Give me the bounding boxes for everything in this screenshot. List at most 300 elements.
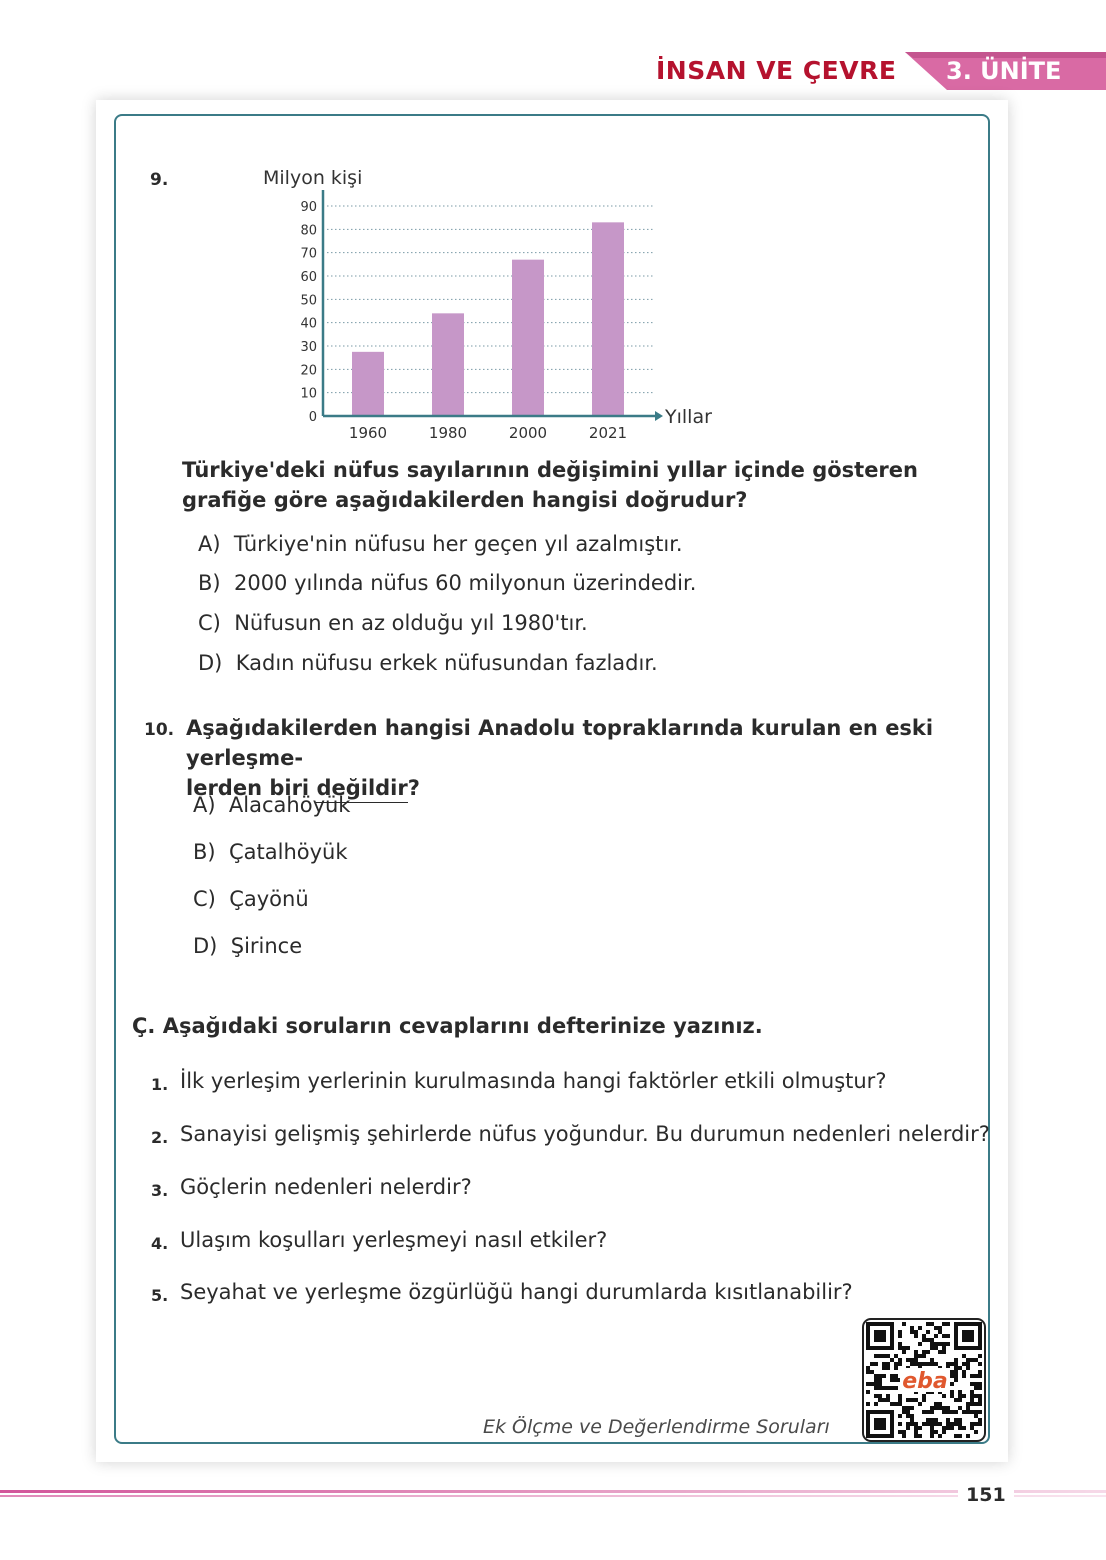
qr-module xyxy=(906,1358,910,1362)
bar-1980 xyxy=(432,313,464,416)
qr-module xyxy=(898,1342,902,1346)
qr-module xyxy=(974,1394,978,1398)
qr-module xyxy=(958,1394,962,1398)
footer-stripe xyxy=(0,1489,1106,1501)
qr-module xyxy=(970,1374,974,1378)
qr-module xyxy=(918,1354,922,1358)
qr-module xyxy=(886,1386,890,1390)
y-tick-label: 30 xyxy=(300,340,317,355)
qr-module xyxy=(898,1414,902,1418)
qr-module xyxy=(922,1354,926,1358)
x-tick-label: 2021 xyxy=(588,424,628,442)
qr-module xyxy=(962,1354,966,1358)
qr-module xyxy=(914,1362,918,1366)
qr-module xyxy=(898,1346,902,1350)
qr-module xyxy=(974,1402,978,1406)
qr-module xyxy=(926,1350,930,1354)
qr-module xyxy=(930,1418,934,1422)
qr-module xyxy=(906,1414,910,1418)
qr-module xyxy=(962,1410,966,1414)
q10-option-b[interactable] xyxy=(193,840,348,864)
qr-module xyxy=(958,1426,962,1430)
qr-module xyxy=(958,1418,962,1422)
qr-module xyxy=(894,1386,898,1390)
qr-module xyxy=(866,1382,870,1386)
y-tick-label: 10 xyxy=(300,386,317,402)
q10-question-end: ? xyxy=(407,776,420,800)
qr-module xyxy=(890,1374,894,1378)
q9-option-a-text: Türkiye'nin nüfusu her geçen yıl azalmıştır. xyxy=(233,532,683,556)
qr-module xyxy=(942,1346,946,1350)
qr-module xyxy=(958,1390,962,1394)
x-axis-arrow xyxy=(655,411,663,421)
qr-module xyxy=(918,1342,922,1346)
qr-module xyxy=(874,1394,878,1398)
open-question-1-text: İlk yerleşim yerlerinin kurulmasında hangi faktörler etkili olmuştur? xyxy=(180,1069,887,1093)
qr-module xyxy=(930,1338,934,1342)
q9-option-b[interactable] xyxy=(198,571,696,595)
y-tick-label: 70 xyxy=(300,246,317,262)
qr-module xyxy=(870,1370,874,1374)
qr-module xyxy=(946,1422,950,1426)
qr-module xyxy=(946,1334,950,1338)
qr-module xyxy=(902,1434,906,1438)
qr-module xyxy=(914,1334,918,1338)
open-question-1-number: 1. xyxy=(151,1075,169,1094)
qr-module xyxy=(870,1362,874,1366)
qr-module xyxy=(890,1402,894,1406)
bar-1960 xyxy=(352,352,384,416)
qr-module xyxy=(930,1358,934,1362)
qr-module xyxy=(926,1322,930,1326)
qr-module xyxy=(962,1426,966,1430)
qr-module xyxy=(914,1350,918,1354)
qr-module xyxy=(914,1330,918,1334)
open-question-5-number: 5. xyxy=(151,1286,169,1305)
q10-option-b-letter: B) xyxy=(193,840,216,864)
qr-module xyxy=(934,1346,938,1350)
population-bar-chart xyxy=(250,160,720,450)
qr-module xyxy=(978,1402,982,1406)
qr-module xyxy=(978,1354,982,1358)
y-tick-label: 40 xyxy=(300,316,317,332)
qr-module xyxy=(946,1418,950,1422)
qr-module xyxy=(890,1358,894,1362)
qr-module xyxy=(954,1374,958,1378)
q10-option-d[interactable] xyxy=(193,934,302,958)
qr-module xyxy=(970,1422,974,1426)
qr-module xyxy=(926,1422,930,1426)
qr-module xyxy=(974,1422,978,1426)
qr-module xyxy=(954,1398,958,1402)
qr-module xyxy=(894,1362,898,1366)
qr-module xyxy=(874,1378,878,1382)
x-axis-label: Yıllar xyxy=(665,406,712,428)
qr-module xyxy=(938,1350,942,1354)
qr-module xyxy=(978,1370,982,1374)
qr-module xyxy=(954,1410,958,1414)
qr-module xyxy=(970,1398,974,1402)
qr-module xyxy=(934,1422,938,1426)
qr-module xyxy=(970,1390,974,1394)
qr-module xyxy=(938,1342,942,1346)
qr-module xyxy=(966,1366,970,1370)
qr-code-icon[interactable] xyxy=(862,1318,986,1442)
qr-module xyxy=(870,1382,874,1386)
qr-module xyxy=(954,1370,958,1374)
qr-module xyxy=(954,1362,958,1366)
unit-number: 3. ÜNİTE xyxy=(946,57,1062,85)
qr-module xyxy=(930,1346,934,1350)
qr-module xyxy=(938,1422,942,1426)
qr-module xyxy=(890,1378,894,1382)
qr-module xyxy=(898,1394,902,1398)
qr-module xyxy=(962,1374,966,1378)
open-question-4-text: Ulaşım koşulları yerleşmeyi nasıl etkiler? xyxy=(180,1228,608,1252)
q9-option-c[interactable] xyxy=(198,611,588,635)
qr-module xyxy=(926,1338,930,1342)
qr-module xyxy=(918,1362,922,1366)
y-axis-label: Milyon kişi xyxy=(263,167,363,189)
extra-questions-label[interactable]: Ek Ölçme ve Değerlendirme Soruları xyxy=(483,1416,830,1438)
qr-module xyxy=(882,1398,886,1402)
qr-module xyxy=(978,1382,982,1386)
qr-module xyxy=(918,1426,922,1430)
qr-module xyxy=(910,1422,914,1426)
qr-module xyxy=(974,1414,978,1418)
qr-module xyxy=(882,1386,886,1390)
qr-module xyxy=(886,1398,890,1402)
qr-module xyxy=(878,1378,882,1382)
qr-module xyxy=(946,1410,950,1414)
open-question-3-number: 3. xyxy=(151,1181,169,1200)
qr-module xyxy=(958,1406,962,1410)
qr-module xyxy=(874,1382,878,1386)
qr-module xyxy=(938,1330,942,1334)
qr-module xyxy=(902,1410,906,1414)
qr-module xyxy=(974,1358,978,1362)
qr-module xyxy=(914,1354,918,1358)
qr-module xyxy=(922,1350,926,1354)
qr-module xyxy=(914,1426,918,1430)
qr-module xyxy=(894,1374,898,1378)
qr-module xyxy=(894,1354,898,1358)
qr-module xyxy=(898,1398,902,1402)
qr-module xyxy=(922,1410,926,1414)
qr-module xyxy=(866,1366,870,1370)
qr-module xyxy=(930,1322,934,1326)
qr-module xyxy=(970,1382,974,1386)
qr-module xyxy=(950,1422,954,1426)
qr-module xyxy=(950,1390,954,1394)
qr-module xyxy=(950,1410,954,1414)
qr-module xyxy=(914,1358,918,1362)
section-c-title: Ç. Aşağıdaki soruların cevaplarını defterinize yazınız. xyxy=(132,1014,763,1038)
q9-option-d-letter: D) xyxy=(198,651,223,675)
qr-module xyxy=(930,1406,934,1410)
qr-module xyxy=(922,1338,926,1342)
qr-module xyxy=(922,1422,926,1426)
qr-module xyxy=(978,1394,982,1398)
qr-module xyxy=(942,1342,946,1346)
qr-module xyxy=(906,1426,910,1430)
qr-finder-core xyxy=(874,1418,886,1430)
q10-option-d-text: Şirince xyxy=(230,934,303,958)
qr-module xyxy=(914,1434,918,1438)
qr-module xyxy=(962,1394,966,1398)
q9-option-c-letter: C) xyxy=(198,611,221,635)
x-tick-label: 1960 xyxy=(348,424,388,442)
qr-module xyxy=(978,1398,982,1402)
q10-option-c[interactable] xyxy=(193,887,309,911)
qr-module xyxy=(878,1394,882,1398)
qr-module xyxy=(894,1378,898,1382)
qr-module xyxy=(914,1398,918,1402)
qr-module xyxy=(886,1354,890,1358)
qr-module xyxy=(922,1394,926,1398)
qr-module xyxy=(974,1386,978,1390)
qr-module xyxy=(874,1402,878,1406)
qr-module xyxy=(978,1410,982,1414)
qr-module xyxy=(934,1362,938,1366)
qr-module xyxy=(874,1362,878,1366)
open-question-5-text: Seyahat ve yerleşme özgürlüğü hangi durumlarda kısıtlanabilir? xyxy=(180,1280,853,1304)
qr-module xyxy=(910,1418,914,1422)
qr-module xyxy=(954,1378,958,1382)
qr-module xyxy=(902,1350,906,1354)
x-tick-label: 2000 xyxy=(508,424,548,442)
qr-module xyxy=(974,1374,978,1378)
qr-module xyxy=(926,1362,930,1366)
qr-module xyxy=(910,1362,914,1366)
q9-question: Türkiye'deki nüfus sayılarının değişimini yıllar içinde gösteren grafiğe göre aşağıdakilerden hangisi doğrudur? xyxy=(182,458,918,512)
qr-module xyxy=(950,1374,954,1378)
qr-module xyxy=(942,1350,946,1354)
qr-module xyxy=(966,1410,970,1414)
qr-module xyxy=(878,1374,882,1378)
q10-option-a-letter: A) xyxy=(193,793,216,817)
y-tick-label: 20 xyxy=(300,363,317,379)
qr-module xyxy=(954,1366,958,1370)
qr-module xyxy=(906,1410,910,1414)
qr-module xyxy=(942,1334,946,1338)
qr-module xyxy=(882,1354,886,1358)
qr-module xyxy=(978,1418,982,1422)
qr-module xyxy=(894,1402,898,1406)
q9-option-b-text: 2000 yılında nüfus 60 milyonun üzerindedir. xyxy=(233,571,697,595)
qr-module xyxy=(942,1394,946,1398)
qr-module xyxy=(930,1410,934,1414)
qr-module xyxy=(906,1398,910,1402)
y-tick-label: 50 xyxy=(300,293,317,309)
open-question-3-text: Göçlerin nedenleri nelerdir? xyxy=(180,1175,472,1199)
qr-module xyxy=(902,1346,906,1350)
q10-option-c-text: Çayönü xyxy=(229,887,309,911)
qr-module xyxy=(906,1346,910,1350)
qr-module xyxy=(950,1370,954,1374)
qr-module xyxy=(882,1362,886,1366)
qr-module xyxy=(970,1394,974,1398)
qr-module xyxy=(950,1362,954,1366)
qr-module xyxy=(934,1334,938,1338)
qr-module xyxy=(950,1382,954,1386)
qr-module xyxy=(878,1386,882,1390)
y-tick-label: 60 xyxy=(300,270,317,285)
page-number: 151 xyxy=(958,1484,1014,1506)
qr-module xyxy=(898,1334,902,1338)
qr-module xyxy=(910,1330,914,1334)
qr-module xyxy=(918,1326,922,1330)
qr-module xyxy=(978,1422,982,1426)
q9-number: 9. xyxy=(150,170,169,190)
qr-module xyxy=(946,1426,950,1430)
qr-module xyxy=(946,1406,950,1410)
qr-module xyxy=(938,1402,942,1406)
eba-logo: eba xyxy=(902,1369,948,1394)
open-question-2-text: Sanayisi gelişmiş şehirlerde nüfus yoğundur. Bu durumun nedenleri nelerdir? xyxy=(180,1122,990,1146)
qr-module xyxy=(886,1394,890,1398)
qr-module xyxy=(902,1430,906,1434)
qr-module xyxy=(878,1398,882,1402)
q10-question xyxy=(186,713,986,803)
qr-module xyxy=(942,1322,946,1326)
qr-module xyxy=(966,1402,970,1406)
qr-module xyxy=(886,1362,890,1366)
qr-module xyxy=(934,1402,938,1406)
q9-option-c-text: Nüfusun en az olduğu yıl 1980'tır. xyxy=(234,611,588,635)
qr-module xyxy=(958,1398,962,1402)
open-question-2-number: 2. xyxy=(151,1128,169,1147)
qr-module xyxy=(890,1386,894,1390)
qr-module xyxy=(958,1434,962,1438)
qr-module xyxy=(906,1406,910,1410)
qr-module xyxy=(882,1366,886,1370)
qr-module xyxy=(930,1430,934,1434)
qr-module xyxy=(970,1402,974,1406)
qr-module xyxy=(898,1430,902,1434)
qr-module xyxy=(934,1326,938,1330)
qr-module xyxy=(898,1362,902,1366)
qr-module xyxy=(866,1390,870,1394)
qr-module xyxy=(938,1326,942,1330)
qr-module xyxy=(978,1362,982,1366)
qr-module xyxy=(874,1386,878,1390)
qr-module xyxy=(910,1406,914,1410)
qr-module xyxy=(970,1410,974,1414)
qr-module xyxy=(866,1370,870,1374)
qr-module xyxy=(922,1362,926,1366)
qr-module xyxy=(950,1394,954,1398)
qr-module xyxy=(926,1410,930,1414)
qr-module xyxy=(934,1418,938,1422)
qr-module xyxy=(954,1418,958,1422)
qr-module xyxy=(914,1422,918,1426)
qr-module xyxy=(922,1398,926,1402)
qr-module xyxy=(930,1434,934,1438)
bar-2000 xyxy=(512,260,544,416)
qr-module xyxy=(886,1366,890,1370)
qr-module xyxy=(938,1434,942,1438)
qr-module xyxy=(970,1358,974,1362)
qr-module xyxy=(938,1406,942,1410)
qr-module xyxy=(898,1358,902,1362)
qr-module xyxy=(962,1362,966,1366)
qr-module xyxy=(934,1430,938,1434)
q10-option-d-letter: D) xyxy=(193,934,218,958)
qr-module xyxy=(974,1430,978,1434)
qr-module xyxy=(930,1362,934,1366)
q9-option-a[interactable] xyxy=(198,532,683,556)
q10-option-b-text: Çatalhöyük xyxy=(228,840,348,864)
qr-module xyxy=(966,1406,970,1410)
qr-module xyxy=(898,1422,902,1426)
qr-finder-core xyxy=(874,1330,886,1342)
qr-module xyxy=(946,1322,950,1326)
bar-2021 xyxy=(592,222,624,416)
qr-module xyxy=(902,1322,906,1326)
qr-module xyxy=(946,1362,950,1366)
qr-module xyxy=(918,1402,922,1406)
qr-module xyxy=(874,1354,878,1358)
qr-module xyxy=(954,1358,958,1362)
qr-module xyxy=(942,1406,946,1410)
qr-module xyxy=(934,1406,938,1410)
q10-question-text: lerden biri xyxy=(186,776,317,800)
qr-module xyxy=(930,1422,934,1426)
qr-module xyxy=(898,1402,902,1406)
qr-module xyxy=(934,1342,938,1346)
qr-module xyxy=(974,1382,978,1386)
qr-module xyxy=(954,1422,958,1426)
open-question-4-number: 4. xyxy=(151,1234,169,1253)
q9-option-b-letter: B) xyxy=(198,571,221,595)
unit-title: İNSAN VE ÇEVRE xyxy=(656,56,897,85)
qr-module xyxy=(966,1362,970,1366)
qr-module xyxy=(962,1370,966,1374)
qr-module xyxy=(926,1330,930,1334)
q10-option-c-letter: C) xyxy=(193,887,216,911)
y-tick-label: 80 xyxy=(300,223,317,239)
qr-module xyxy=(902,1406,906,1410)
q10-option-a-text: Alacahöyük xyxy=(228,793,351,817)
qr-module xyxy=(966,1434,970,1438)
qr-module xyxy=(926,1418,930,1422)
qr-module xyxy=(930,1426,934,1430)
y-tick-label: 0 xyxy=(308,410,317,425)
qr-module xyxy=(910,1414,914,1418)
q10-emphasis: değildir xyxy=(316,776,407,803)
qr-module xyxy=(878,1382,882,1386)
qr-module xyxy=(922,1334,926,1338)
qr-module xyxy=(918,1434,922,1438)
qr-module xyxy=(942,1426,946,1430)
qr-module xyxy=(930,1342,934,1346)
qr-module xyxy=(882,1374,886,1378)
qr-module xyxy=(970,1426,974,1430)
qr-module xyxy=(958,1422,962,1426)
x-tick-label: 1980 xyxy=(428,424,468,442)
qr-module xyxy=(954,1434,958,1438)
qr-module xyxy=(974,1410,978,1414)
q9-option-d[interactable] xyxy=(198,651,658,675)
q10-option-a[interactable] xyxy=(193,793,350,817)
qr-module xyxy=(894,1366,898,1370)
qr-module xyxy=(910,1358,914,1362)
qr-module xyxy=(942,1410,946,1414)
q9-option-a-letter: A) xyxy=(198,532,221,556)
qr-module xyxy=(978,1374,982,1378)
qr-module xyxy=(866,1402,870,1406)
